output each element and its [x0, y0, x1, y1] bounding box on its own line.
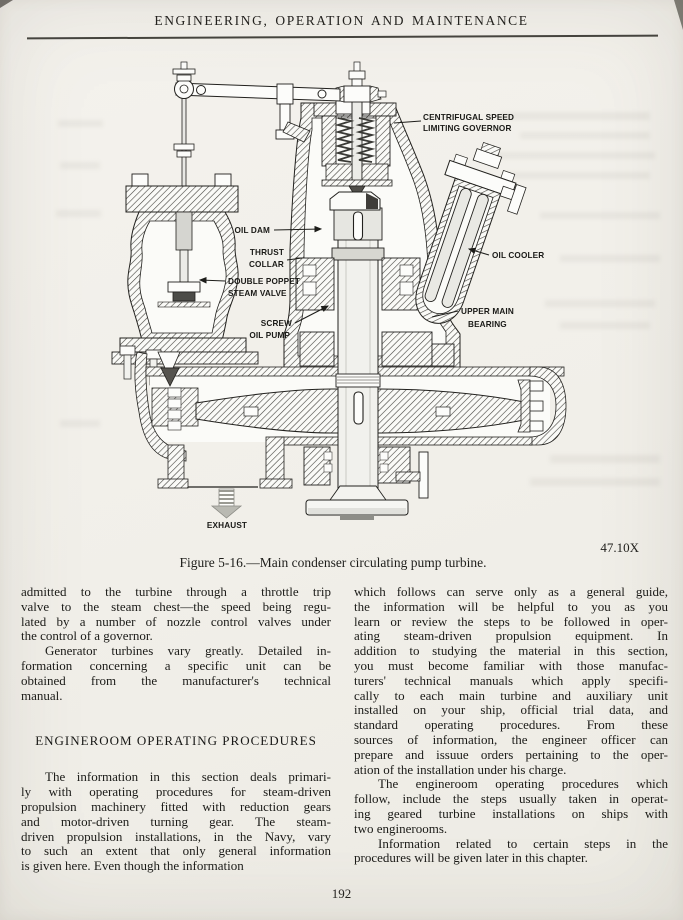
text-line: and motor-driven turning gear. The steam- [21, 814, 331, 829]
text-line: cally to each main turbine and auxiliary unit [354, 688, 668, 703]
text-line: to such an extent that only general information [21, 844, 331, 859]
text-line: ing geared turbine installations on ships with [354, 806, 668, 821]
text-line: is given here. Even though the information [21, 859, 244, 874]
paragraph [21, 585, 331, 644]
text-line: lated by a number of nozzle control valves under [21, 614, 331, 629]
text-line: the control of a governor. [21, 629, 153, 644]
page-number: 192 [331, 886, 352, 901]
text-column-right [354, 585, 668, 866]
figure-caption: Figure 5-16.—Main condenser circulating pump turbine. [179, 555, 487, 570]
label-oil-dam: OIL DAM [234, 226, 270, 235]
text-line: two enginerooms. [354, 821, 448, 836]
header-rule [27, 35, 658, 40]
label-double-poppet-line1: DOUBLE POPPET [228, 277, 301, 286]
paragraph [21, 770, 331, 874]
text-column-left [21, 585, 331, 874]
upper-main-bearing-block [382, 332, 432, 366]
text-line: manual. [21, 688, 63, 703]
text-line: sources of information, the engineer officer can [354, 732, 668, 747]
text-line: Generator turbines vary greatly. Detailed in- [45, 644, 331, 659]
figure-diagram [0, 50, 683, 560]
label-double-poppet-line2: STEAM VALVE [228, 289, 287, 298]
figure-credit: 47.10X [600, 540, 639, 555]
text-line: turers' technical manuals which apply specifi- [354, 673, 668, 688]
text-line: the information will be helpful to you as you [354, 599, 668, 614]
screw-oil-pump-thread [336, 374, 380, 387]
text-line: addition to studying the material in this section, [354, 644, 668, 659]
text-line: which follows can serve only as a general guide, [354, 585, 668, 599]
label-oil-cooler: OIL COOLER [492, 251, 545, 260]
label-centrifugal-governor-line1: CENTRIFUGAL SPEED [423, 113, 515, 122]
text-line: Information related to certain steps in the [378, 836, 668, 851]
label-exhaust: EXHAUST [206, 521, 248, 530]
text-line: The information in this section deals primari- [45, 770, 331, 785]
text-line: prepare and issuue orders pertaining to the oper- [354, 747, 668, 762]
label-upper-main-bearing-line2: BEARING [468, 320, 507, 329]
section-heading: ENGINEROOM OPERATING PROCEDURES [35, 733, 317, 749]
label-thrust-collar-line1: THRUST [249, 248, 284, 257]
text-line: The engineroom operating procedures which [378, 777, 668, 792]
label-centrifugal-governor-line2: LIMITING GOVERNOR [423, 124, 512, 133]
text-line: installed on your ship, official trial data, and [354, 703, 668, 718]
text-line: admitted to the turbine through a throttle trip [21, 585, 331, 599]
text-line: you must become familiar with those manufac- [354, 658, 668, 673]
label-screw-oil-pump-line2: OIL PUMP [249, 331, 290, 340]
label-screw-oil-pump-line1: SCREW [260, 319, 292, 328]
text-line: learn or review the steps to be followed in oper- [354, 614, 668, 629]
text-line: follow, include the steps usually taken in operat- [354, 792, 668, 807]
running-header: ENGINEERING, OPERATION AND MAINTENANCE [154, 13, 529, 28]
paragraph [354, 777, 668, 836]
text-line: propulsion machinery fitted with reduction gears [21, 799, 331, 814]
text-line: standard operating procedures. From these [354, 718, 668, 733]
steam-valve-assembly [112, 96, 258, 385]
text-line: ation of the installation under his charge. [354, 762, 567, 777]
text-line: ating steam-driven propulsion equipment. In [354, 629, 668, 644]
label-upper-main-bearing-line1: UPPER MAIN [461, 307, 514, 316]
scan-artifact-top-left [0, 0, 13, 8]
text-line: formation concerning a specific unit can be [21, 658, 331, 673]
paragraph [354, 585, 668, 777]
text-line: obtained from the manufacturer's technical [21, 673, 331, 688]
text-line: valve to the steam chest—the speed being regu- [21, 599, 331, 614]
text-line: ly with operating procedures for steam-driven [21, 785, 331, 800]
paragraph [21, 644, 331, 703]
governor-spindle [333, 62, 386, 102]
text-line: procedures will be given later in this chapter. [354, 851, 588, 866]
label-thrust-collar-line2: COLLAR [248, 260, 284, 269]
paragraph [354, 837, 668, 867]
exhaust-arrow [212, 489, 241, 518]
text-line: driven propulsion installations, in the Navy, vary [21, 829, 331, 844]
